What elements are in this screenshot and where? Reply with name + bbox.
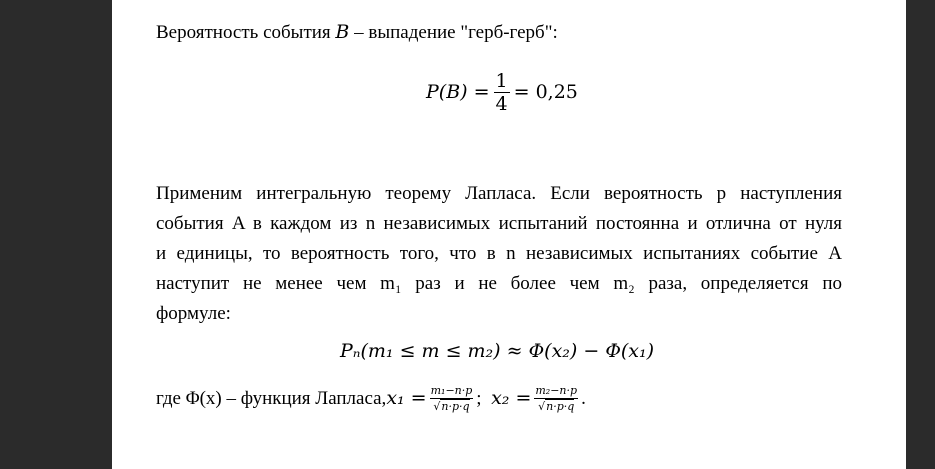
para2-line-1: Применим интегральную теорему Лапласа. Если вероятность p наступления	[156, 183, 842, 204]
x2-numerator: m₂−n·p	[535, 383, 578, 397]
para2-line-3: и единицы, то вероятность того, что в n независимых испытаниях событие A	[156, 243, 842, 264]
x1-numerator: m₁−n·p	[430, 383, 473, 397]
x2-denominator: √n·p·q	[538, 399, 575, 413]
p1-text-before: Вероятность события	[156, 22, 336, 43]
p1-text-after: – выпадение "герб-герб":	[349, 22, 558, 43]
eq1-rhs: = 0,25	[513, 80, 578, 103]
eq1-fraction	[494, 70, 510, 115]
x1-sqrt-content: n·p·q	[441, 399, 470, 413]
x1-fraction	[430, 384, 474, 413]
laplace-function-definition	[156, 376, 586, 420]
event-b-paragraph	[156, 18, 558, 47]
p3-separator: ;	[476, 387, 492, 409]
p3-x1-label: x₁ =	[386, 386, 427, 409]
x2-sqrt-content: n·p·q	[546, 399, 575, 413]
para2-line-2: события A в каждом из n независимых испытаний постоянна и отлична от нуля	[156, 213, 842, 234]
x2-fraction	[534, 384, 578, 413]
p1-variable: B	[335, 21, 350, 43]
eq1-lhs: P(B) =	[426, 80, 490, 103]
p3-x2-label: x₂ =	[491, 386, 532, 409]
eq1-numerator: 1	[495, 69, 508, 92]
document-page	[112, 0, 906, 469]
x1-denominator: √n·p·q	[433, 399, 470, 413]
para2-line-4: наступит не менее чем m₁ раз и не более чем m₂ раза, определяется по	[156, 273, 842, 294]
laplace-formula: Pₙ(m₁ ≤ m ≤ m₂) ≈ Φ(x₂) − Φ(x₁)	[340, 340, 655, 362]
p3-end: .	[581, 387, 586, 409]
eq1-denominator: 4	[495, 92, 508, 115]
laplace-theorem-paragraph	[156, 179, 842, 329]
probability-b-equation	[426, 62, 578, 122]
para2-line-5: формуле:	[156, 303, 231, 324]
p3-text-before: где Φ(x) – функция Лапласа,	[156, 387, 387, 409]
